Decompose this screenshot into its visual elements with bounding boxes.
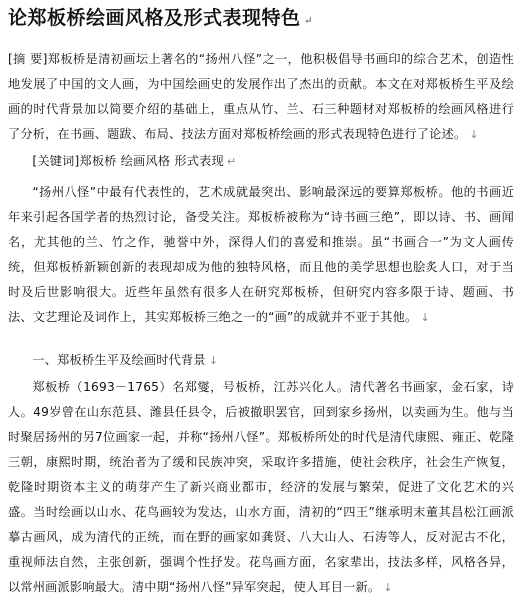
document-title: 论郑板桥绘画风格及形式表现特色 ↵ xyxy=(8,7,314,29)
line-break-icon: ↓ xyxy=(208,354,219,367)
intro-paragraph: “扬州八怪”中最有代表性的，艺术成就最突出、影响最深远的要算郑板桥。他的书画近年来引起各国学者的热烈讨论，备受关注。郑板桥被称为“诗书画三绝”，即以诗、书、画闻名，尤其他的兰、竹之作，驰誉中外，深得人们的喜爱和推崇。虽“书画合一”为文人画传统，但郑板桥新颖创新的表现却成为他的独特风格，而且他的美学思想也脍炙人口，对于当时及后世影响很大。近些年虽然有很多人在研究郑板桥，但研究内容多限于诗、题画、书法、文艺理论及词作上，其实郑板桥三绝之一的“画”的成就并不亚于其他。 ↓ xyxy=(8,185,514,324)
line-break-icon: ↓ xyxy=(469,128,479,141)
abstract-paragraph: [摘 要]郑板桥是清初画坛上著名的“扬州八怪”之一，他积极倡导书画印的综合艺术，创造性地发展了中国的文人画，为中国绘画史的发展作出了杰出的贡献。本文在对郑板桥生平及绘画的时代背景加以简要介绍的基础上，重点从竹、兰、石三种题材对郑板桥的绘画风格进行了分析，在书画、题跋、布局、技法方面对郑板桥绘画的形式表现特色进行了论述。 ↓ xyxy=(8,52,514,141)
paragraph-mark-icon: ↵ xyxy=(303,14,314,27)
keywords-line: [关键词]郑板桥 绘画风格 形式表现 ↵ xyxy=(32,154,237,168)
line-break-icon: ↓ xyxy=(420,311,430,324)
section-paragraph: 郑板桥（1693－1765）名郑燮，号板桥，江苏兴化人。清代著名书画家，金石家，诗人。49岁曾在山东范县、潍县任县令，后被撤职罢官，回到家乡扬州，以卖画为生。他与当时聚居扬州的另7位画家一起，并称“扬州八怪”。郑板桥所处的时代是清代康熙、雍正、乾隆三朝，康熙时期，统治者为了缓和民族冲突，采取许多措施，使社会秩序，社会生产恢复，乾隆时期资本主义的萌芽产生了新兴商业都市，经济的发展与繁荣，促进了文化艺术的兴盛。当时绘画以山水、花鸟画较为发达，山水方面，清初的“四王”继承明末董其昌松江画派摹古画风，成为清代的正统，而在野的画家如龚贤、八大山人、石涛等人，反对泥古不化，重视师法自然，主张创新，强调个性抒发。花鸟画方面，名家辈出，技法多样，风格各异，以常州画派影响最大。清中期“扬州八怪”异军突起，使人耳目一新。 ↓ xyxy=(8,380,514,594)
line-break-icon: ↓ xyxy=(383,581,393,594)
section-heading: 一、郑板桥生平及绘画时代背景 ↓ xyxy=(32,353,219,367)
document-page xyxy=(0,4,524,594)
paragraph-mark-icon: ↵ xyxy=(226,155,237,168)
